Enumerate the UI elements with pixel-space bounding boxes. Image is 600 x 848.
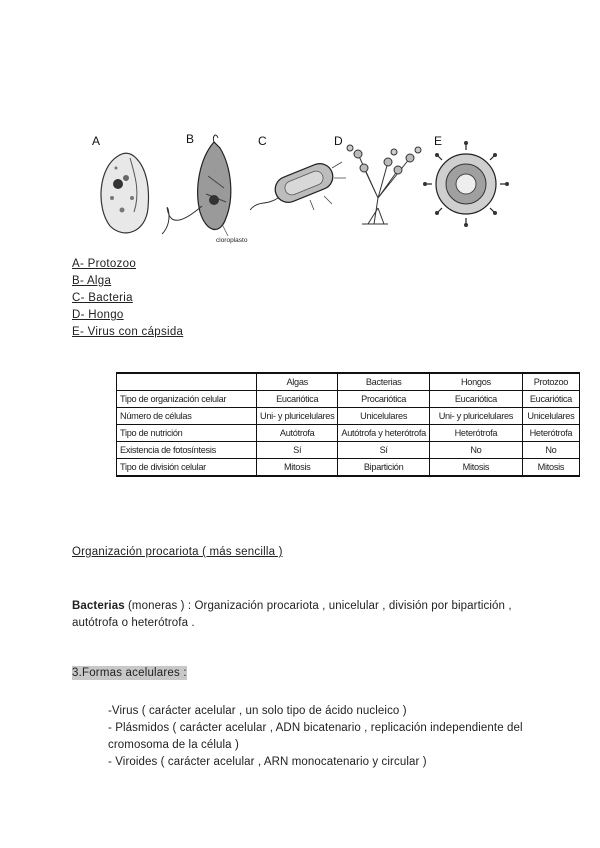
table-row-label: Tipo de nutrición bbox=[117, 425, 257, 442]
table-cell: No bbox=[522, 442, 579, 459]
figure-label-a: A bbox=[92, 134, 101, 148]
bacteria-illustration bbox=[250, 160, 346, 210]
table-row bbox=[117, 425, 580, 442]
organisms-drawing bbox=[88, 128, 528, 248]
table-row-label: Tipo de división celular bbox=[117, 459, 257, 477]
legend-item-a: A- Protozoo bbox=[72, 258, 137, 270]
legend-item-d: D- Hongo bbox=[72, 309, 124, 321]
table-row-label: Existencia de fotosíntesis bbox=[117, 442, 257, 459]
table-row-label: Tipo de organización celular bbox=[117, 391, 257, 408]
paragraph-bold-term: Bacterias bbox=[72, 600, 125, 612]
table-cell: Sí bbox=[338, 442, 430, 459]
table-row bbox=[117, 442, 580, 459]
table-cell: Heterótrofa bbox=[522, 425, 579, 442]
figure-label-d: D bbox=[334, 134, 343, 148]
table-header-row bbox=[117, 373, 580, 391]
table-cell: Unicelulares bbox=[522, 408, 579, 425]
list-item: - Plásmidos ( carácter acelular , ADN bicatenario , replicación independiente del cromosoma de la célula ) bbox=[108, 722, 523, 751]
figure-legend bbox=[72, 256, 183, 341]
organisms-figure bbox=[88, 128, 528, 248]
figure-label-e: E bbox=[434, 134, 443, 148]
table-row bbox=[117, 459, 580, 477]
figure-label-b: B bbox=[186, 132, 195, 146]
alga-illustration bbox=[162, 135, 231, 236]
hongo-illustration bbox=[347, 145, 421, 224]
legend-item-b: B- Alga bbox=[72, 275, 112, 287]
table-cell: Eucariótica bbox=[522, 391, 579, 408]
table-cell: Mitosis bbox=[257, 459, 338, 477]
table-row bbox=[117, 391, 580, 408]
table-header-cell: Protozoo bbox=[522, 373, 579, 391]
table-cell: Autótrofa y heterótrofa bbox=[338, 425, 430, 442]
bacterias-paragraph bbox=[72, 598, 512, 632]
table-cell: Eucariótica bbox=[257, 391, 338, 408]
table-cell: Eucariótica bbox=[429, 391, 522, 408]
table-cell: Heterótrofa bbox=[429, 425, 522, 442]
comparison-table bbox=[116, 372, 580, 477]
list-item: - Viroides ( carácter acelular , ARN monocatenario y circular ) bbox=[108, 756, 427, 768]
table-row bbox=[117, 408, 580, 425]
chloroplast-annotation: cloroplasto bbox=[216, 237, 248, 244]
table-cell: Uni- y pluricelulares bbox=[257, 408, 338, 425]
table-header-cell: Algas bbox=[257, 373, 338, 391]
table-cell: Uni- y pluricelulares bbox=[429, 408, 522, 425]
table-header-cell: Hongos bbox=[429, 373, 522, 391]
figure-label-c: C bbox=[258, 134, 267, 148]
table-cell: Bipartición bbox=[338, 459, 430, 477]
table-cell: Autótrofa bbox=[257, 425, 338, 442]
protozoo-illustration bbox=[101, 153, 149, 233]
highlighted-heading: 3.Formas acelulares : bbox=[72, 667, 187, 679]
legend-item-e: E- Virus con cápsida bbox=[72, 326, 184, 338]
table-row-label: Número de células bbox=[117, 408, 257, 425]
table-header-cell: Bacterias bbox=[338, 373, 430, 391]
virus-illustration bbox=[423, 141, 509, 227]
list-item: -Virus ( carácter acelular , un solo tipo de ácido nucleico ) bbox=[108, 705, 407, 717]
table-cell: Unicelulares bbox=[338, 408, 430, 425]
table-cell: Sí bbox=[257, 442, 338, 459]
table-header-cell bbox=[117, 373, 257, 391]
table-cell: Procariótica bbox=[338, 391, 430, 408]
legend-item-c: C- Bacteria bbox=[72, 292, 133, 304]
table-cell: Mitosis bbox=[522, 459, 579, 477]
table-cell: No bbox=[429, 442, 522, 459]
acellular-forms-list bbox=[108, 703, 528, 771]
table-cell: Mitosis bbox=[429, 459, 522, 477]
section-title-procariota: Organización procariota ( más sencilla ) bbox=[72, 546, 283, 558]
paragraph-text: (moneras ) : Organización procariota , unicelular , división por bipartición , autótrofa o heterótrofa . bbox=[72, 600, 512, 629]
